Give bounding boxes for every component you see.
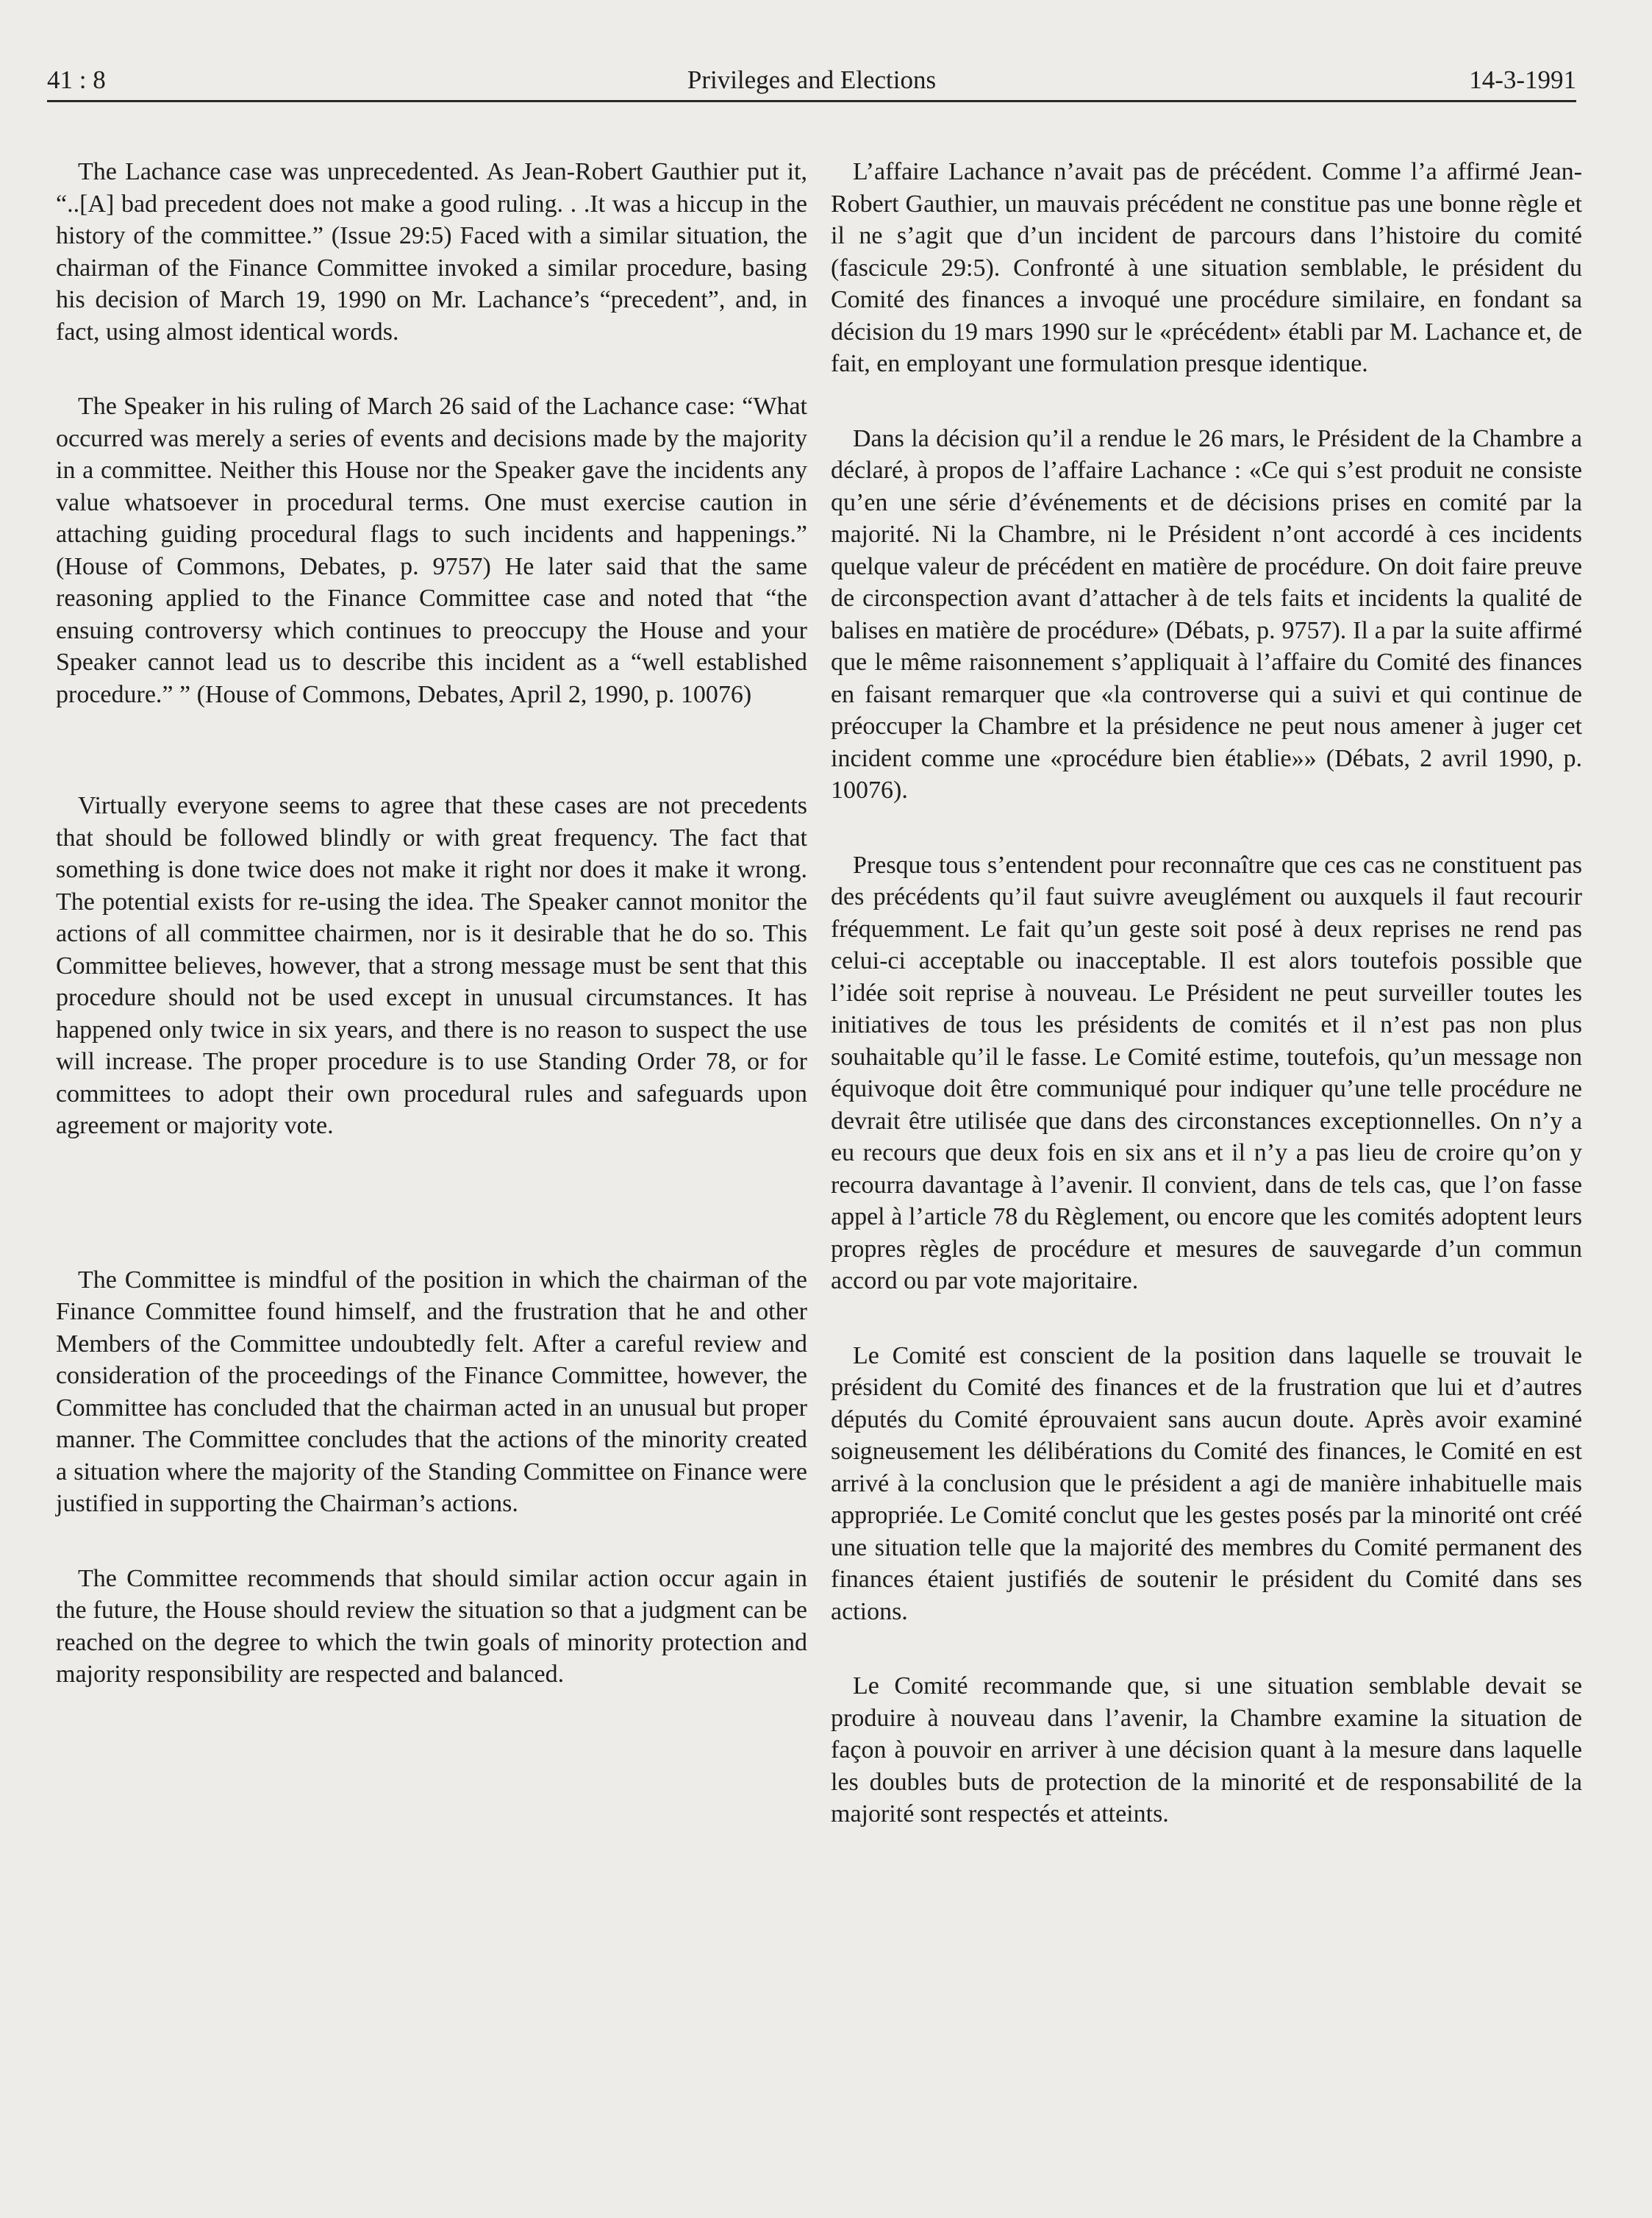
running-title: Privileges and Elections: [687, 65, 937, 94]
header-rule: [47, 100, 1576, 102]
french-paragraph-4: Le Comité est conscient de la position dans laquelle se trouvait le président du Comité des finances et de la frustration que lui et d’autres députés du Comité éprouvaient sans aucun doute. Après avoir examiné soigneusement les délibérations du Comité des finances, le Comité en est arrivé à la conclusion que le président a agi de manière inhabituelle mais appropriée. Le Comité conclut que les gestes posés par la minorité ont créé une situation telle que la majorité des membres du Comité permanent des finances étaient justifiés de soutenir le président du Comité dans ses actions.: [831, 1341, 1582, 1625]
english-paragraph-1: The Lachance case was unprecedented. As Jean-Robert Gauthier put it, “..[A] bad precedent does not make a good ruling. . .It was a hiccup in the history of the committee.” (Issue 29:5) Faced with a similar situation, the chairman of the Finance Committee invoked a similar procedure, basing his decision of March 19, 1990 on Mr. Lachance’s “precedent”, and, in fact, using almost identical words.: [56, 158, 807, 346]
french-paragraph-3: Presque tous s’entendent pour reconnaître que ces cas ne constituent pas des précédents qu’il faut suivre aveuglément ou auxquels il faut recourir fréquemment. Le fait qu’un geste soit posé à deux reprises ne rend pas celui-ci acceptable ou inacceptable. Il est alors toutefois possible que l’idée soit reprise à nouveau. Le Président ne peut surveiller toutes les initiatives de tous les présidents de comités et il n’est pas non plus souhaitable qu’il le fasse. Le Comité estime, toutefois, qu’un message non équivoque doit être communiqué pour indiquer qu’une telle procédure ne devrait être utilisée que dans des circonstances exceptionnelles. On n’y a eu recours que deux fois en six ans et il n’y a pas lieu de croire qu’on y recourra davantage à l’avenir. Il convient, dans de tels cas, que l’on fasse appel à l’article 78 du Règlement, ou encore que les comités adoptent leurs propres règles de procédure et mesures de sauvegarde d’un commun accord ou par vote majoritaire.: [831, 851, 1582, 1294]
french-column: [831, 156, 1582, 1873]
header-date: 14-3-1991: [1469, 65, 1576, 94]
english-column: [56, 156, 807, 1733]
french-paragraph-1: L’affaire Lachance n’avait pas de précédent. Comme l’a affirmé Jean-Robert Gauthier, un mauvais précédent ne constitue pas une bonne règle et il ne s’agit que d’un incident de parcours dans l’histoire du comité (fascicule 29:5). Confronté à une situation semblable, le président du Comité des finances a invoqué une procédure similaire, en fondant sa décision du 19 mars 1990 sur le «précédent» établi par M. Lachance et, de fait, en employant une formulation presque identique.: [831, 158, 1582, 377]
english-paragraph-5: The Committee recommends that should similar action occur again in the future, the House should review the situation so that a judgment can be reached on the degree to which the twin goals of minority protection and majority responsibility are respected and balanced.: [56, 1564, 807, 1688]
french-paragraph-5: Le Comité recommande que, si une situation semblable devait se produire à nouveau dans l’avenir, la Chambre examine la situation de façon à pouvoir en arriver à une décision quant à la mesure dans laquelle les doubles buts de protection de la minorité et de responsabilité de la majorité sont respectés et atteints.: [831, 1672, 1582, 1827]
english-paragraph-4: The Committee is mindful of the position in which the chairman of the Finance Committee found himself, and the frustration that he and other Members of the Committee undoubtedly felt. After a careful review and consideration of the proceedings of the Finance Committee, however, the Committee has concluded that the chairman acted in an unusual but proper manner. The Committee concludes that the actions of the minority created a situation where the majority of the Standing Committee on Finance were justified in supporting the Chairman’s actions.: [56, 1266, 807, 1517]
page-number: 41 : 8: [47, 65, 106, 94]
english-paragraph-3: Virtually everyone seems to agree that these cases are not precedents that should be followed blindly or with great frequency. The fact that something is done twice does not make it right nor does it make it wrong. The potential exists for re-using the idea. The Speaker cannot monitor the actions of all committee chairmen, nor is it desirable that he do so. This Committee believes, however, that a strong message must be sent that this procedure should not be used except in unusual circumstances. It has happened only twice in six years, and there is no reason to suspect the use will increase. The proper procedure is to use Standing Order 78, or for committees to adopt their own procedural rules and safeguards upon agreement or majority vote.: [56, 792, 807, 1139]
french-paragraph-2: Dans la décision qu’il a rendue le 26 mars, le Président de la Chambre a déclaré, à propos de l’affaire Lachance : «Ce qui s’est produit ne consiste qu’en une série d’événements et de décisions prises en comité par la majorité. Ni la Chambre, ni le Président n’ont accordé à ces incidents quelque valeur de précédent en matière de procédure. On doit faire preuve de circonspection avant d’attacher à de tels faits et incidents la qualité de balises en matière de procédure» (Débats, p. 9757). Il a par la suite affirmé que le même raisonnement s’appliquait à l’affaire du Comité des finances en faisant remarquer que «la controverse qui a suivi et qui continue de préoccuper la Chambre et la présidence ne peut nous amener à juger cet incident comme une «procédure bien établie»» (Débats, 2 avril 1990, p. 10076).: [831, 424, 1582, 804]
page-header: [47, 62, 1576, 99]
english-paragraph-2: The Speaker in his ruling of March 26 said of the Lachance case: “What occurred was merely a series of events and decisions made by the majority in a committee. Neither this House nor the Speaker gave the incidents any value whatsoever in procedural terms. One must exercise caution in attaching guiding procedural flags to such incidents and happenings.” (House of Commons, Debates, p. 9757) He later said that the same reasoning applied to the Finance Committee case and noted that “the ensuing controversy which continues to preoccupy the House and your Speaker cannot lead us to describe this incident as a “well established procedure.” ” (House of Commons, Debates, April 2, 1990, p. 10076): [56, 393, 807, 708]
